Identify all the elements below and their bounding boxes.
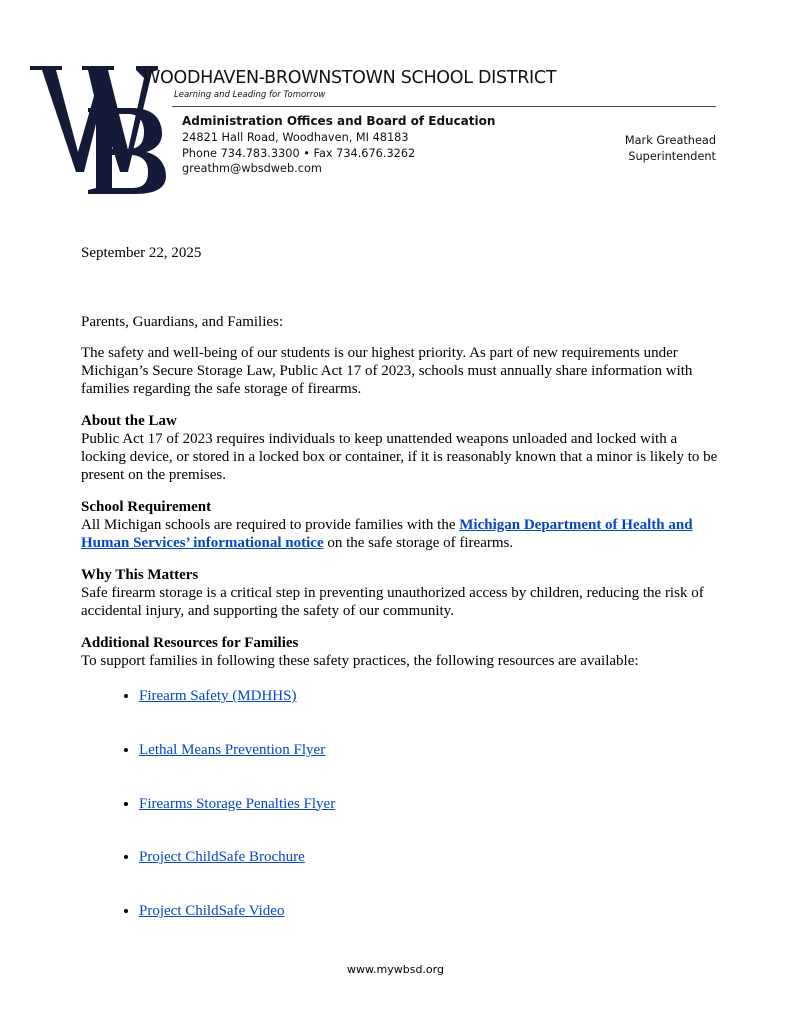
list-item: [139, 741, 721, 795]
email: greathm@wbsdweb.com: [182, 162, 322, 175]
section-text: Safe firearm storage is a critical step in preventing unauthorized access by children, reducing the risk of accidental injury, and supporting the safety of our community.: [81, 585, 704, 619]
intro-paragraph: The safety and well-being of our students is our highest priority. As part of new requirements under Michigan’s Secure Storage Law, Public Act 17 of 2023, schools must annually share information with families regarding the safe storage of firearms.: [81, 345, 693, 397]
text: All Michigan schools are required to provide families with the: [81, 517, 460, 533]
resource-link[interactable]: Firearms Storage Penalties Flyer: [139, 795, 336, 812]
tagline: Learning and Leading for Tomorrow: [174, 90, 326, 100]
letter-body: [81, 244, 721, 956]
office-name: Administration Offices and Board of Education: [182, 114, 496, 128]
address: 24821 Hall Road, Woodhaven, MI 48183: [182, 131, 409, 144]
section-resources: [81, 634, 721, 670]
section-heading: Additional Resources for Families: [81, 635, 299, 651]
list-item: [139, 795, 721, 849]
section-text: To support families in following these safety practices, the following resources are available:: [81, 653, 639, 669]
superintendent-name: Mark Greathead: [624, 134, 716, 147]
section-heading: Why This Matters: [81, 567, 199, 583]
phone-fax: Phone 734.783.3300 • Fax 734.676.3262: [182, 146, 416, 160]
district-name: WOODHAVEN-BROWNSTOWN SCHOOL DISTRICT: [143, 68, 557, 88]
resource-link[interactable]: Lethal Means Prevention Flyer: [139, 741, 326, 758]
header-divider: [172, 106, 716, 107]
resource-link[interactable]: Project ChildSafe Video: [139, 903, 285, 920]
list-item: [139, 848, 721, 902]
section-text: [81, 516, 721, 552]
list-item: [139, 687, 721, 741]
section-about-law: [81, 412, 721, 484]
section-heading: School Requirement: [81, 499, 212, 515]
resource-list: [81, 687, 721, 956]
section-why-matters: [81, 566, 721, 620]
text: on the safe storage of firearms.: [323, 535, 514, 551]
resource-link[interactable]: Project ChildSafe Brochure: [139, 849, 305, 866]
section-heading: About the Law: [81, 413, 177, 429]
footer-website: www.mywbsd.org: [347, 963, 444, 976]
section-text: Public Act 17 of 2023 requires individuals to keep unattended weapons unloaded and locked with a locking device, or stored in a locked box or container, if it is reasonably known that a minor is likely to be present on the premises.: [81, 431, 718, 483]
letter-date: September 22, 2025: [81, 245, 202, 261]
salutation: Parents, Guardians, and Families:: [81, 314, 284, 330]
superintendent: [625, 133, 716, 164]
logo-letter-b: [88, 108, 166, 194]
superintendent-title: Superintendent: [628, 149, 716, 163]
section-school-requirement: [81, 498, 721, 552]
list-item: [139, 902, 721, 956]
resource-link[interactable]: Firearm Safety (MDHHS): [139, 688, 297, 704]
contact-info: [182, 130, 415, 177]
mdhhs-notice-link[interactable]: Michigan Department of Health and Human Services’ informational notice: [81, 517, 693, 551]
